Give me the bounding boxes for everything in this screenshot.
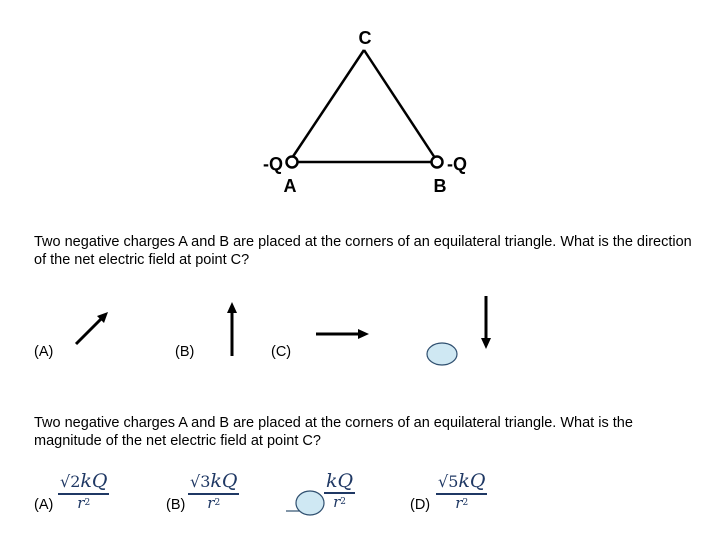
- charge-b-label: -Q: [447, 154, 467, 174]
- arrow-up-right-icon[interactable]: [70, 308, 110, 348]
- q2-option-a-formula[interactable]: √2kQ $r^2$: [60, 470, 108, 512]
- q2-option-d-label: (D): [410, 497, 431, 513]
- vertex-b-label: B: [433, 176, 447, 196]
- q1-option-c-label: (C): [271, 344, 292, 360]
- charge-a-marker: [287, 157, 298, 168]
- option-d-selection-oval[interactable]: [424, 340, 460, 368]
- q1-option-a-label: (A): [34, 344, 54, 360]
- charge-a-label: -Q: [263, 154, 283, 174]
- vertex-a-label: A: [283, 176, 297, 196]
- q2-option-c-formula[interactable]: kQ $r^2$: [326, 470, 354, 511]
- q2-option-a-label: (A): [34, 497, 54, 513]
- q2-option-d-formula[interactable]: √5kQ $r^2$: [438, 470, 486, 512]
- q2-option-b-formula[interactable]: √3kQ $r^2$: [190, 470, 238, 512]
- arrow-right-icon[interactable]: [314, 324, 370, 344]
- q2-option-b-label: (B): [166, 497, 186, 513]
- triangle-diagram: [0, 0, 720, 220]
- side-ac: [292, 50, 364, 158]
- question-2-text: Two negative charges A and B are placed at the corners of an equilateral triangle. What is the magnitude of the net electric field at point C?: [34, 415, 633, 449]
- charge-b-marker: [432, 157, 443, 168]
- side-bc: [364, 50, 435, 158]
- vertex-c-label: C: [358, 28, 372, 48]
- option-c-selection-oval[interactable]: [284, 488, 328, 518]
- arrow-down-icon[interactable]: [476, 294, 496, 352]
- question-1-text: Two negative charges A and B are placed at the corners of an equilateral triangle. What is the direction of the net electric field at point C?: [34, 234, 692, 268]
- q1-option-b-label: (B): [175, 344, 195, 360]
- arrow-up-icon[interactable]: [222, 300, 242, 358]
